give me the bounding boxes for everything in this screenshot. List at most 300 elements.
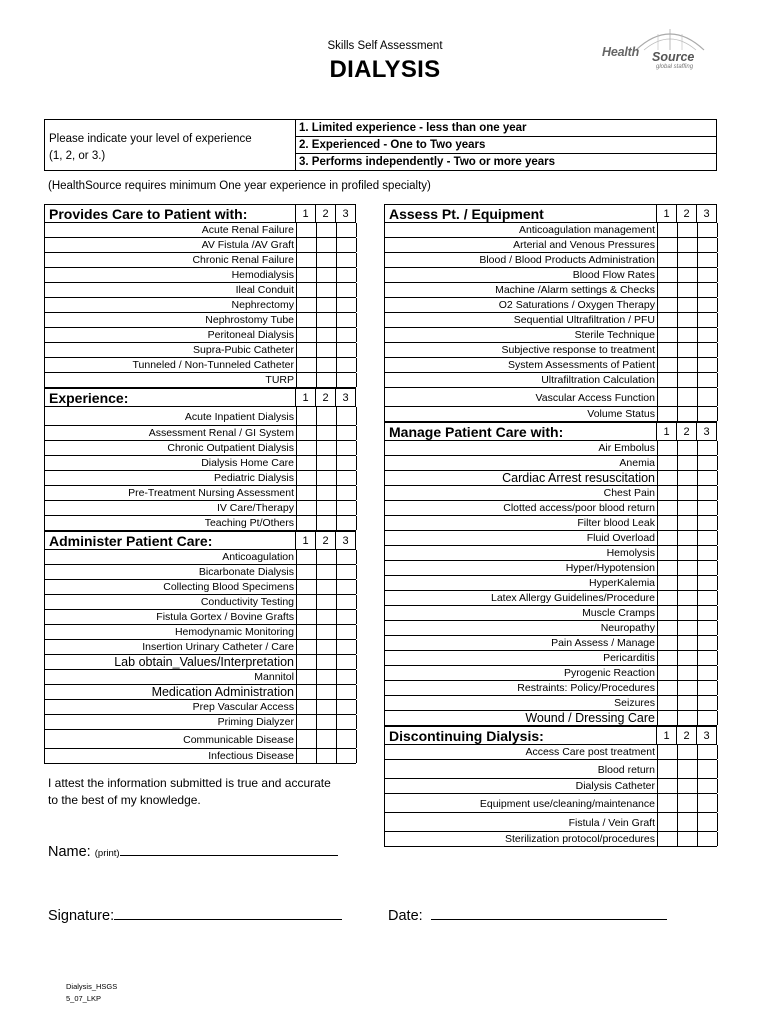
- level-1-checkbox[interactable]: [296, 313, 316, 327]
- skill-row: [384, 745, 717, 760]
- level-3-checkbox[interactable]: [697, 636, 717, 650]
- experience-prompt: [49, 131, 289, 165]
- level-1-checkbox[interactable]: [296, 298, 316, 312]
- level-3-checkbox[interactable]: [336, 625, 356, 639]
- row-right-border: [356, 486, 357, 500]
- footer-code: Dialysis_HSGS: [66, 982, 118, 991]
- skill-row: [44, 471, 356, 486]
- skill-label: Hemodynamic Monitoring: [174, 626, 294, 638]
- level-3-checkbox[interactable]: [336, 238, 356, 252]
- level-3-checkbox[interactable]: [697, 760, 717, 778]
- level-3-checkbox[interactable]: [336, 407, 356, 425]
- level-3-checkbox[interactable]: [336, 426, 356, 440]
- level-2-checkbox[interactable]: [677, 456, 697, 470]
- row-right-border: [356, 268, 357, 282]
- row-right-border: [717, 636, 718, 650]
- skill-row: [44, 640, 356, 655]
- level-1-checkbox[interactable]: [657, 621, 677, 635]
- level-1-checkbox[interactable]: [296, 550, 316, 564]
- skill-row: [384, 223, 717, 238]
- level-3-checkbox[interactable]: [697, 486, 717, 500]
- level-3-checkbox[interactable]: [336, 343, 356, 357]
- level-2-checkbox[interactable]: [677, 531, 697, 545]
- level-2-checkbox[interactable]: [316, 655, 336, 669]
- skill-label: Hyper/Hypotension: [565, 562, 655, 574]
- level-1-checkbox[interactable]: [657, 651, 677, 665]
- level-3-checkbox[interactable]: [697, 456, 717, 470]
- date-input-line[interactable]: [431, 907, 667, 920]
- level-3-checkbox[interactable]: [697, 253, 717, 267]
- level-1-checkbox[interactable]: [296, 700, 316, 714]
- skill-label: Ileal Conduit: [235, 284, 294, 296]
- level-1-checkbox[interactable]: [296, 268, 316, 282]
- level-2-checkbox[interactable]: [316, 610, 336, 624]
- row-right-border: [717, 681, 718, 695]
- row-right-border: [356, 749, 357, 763]
- level-column-header: 2: [315, 532, 335, 549]
- skill-row: [384, 561, 717, 576]
- level-3-checkbox[interactable]: [697, 606, 717, 620]
- level-2-checkbox[interactable]: [316, 550, 336, 564]
- level-2-checkbox[interactable]: [677, 268, 697, 282]
- skill-label: Pericarditis: [603, 652, 655, 664]
- level-3-checkbox[interactable]: [697, 576, 717, 590]
- row-right-border: [356, 426, 357, 440]
- level-2-checkbox[interactable]: [677, 832, 697, 846]
- level-1-checkbox[interactable]: [657, 373, 677, 387]
- signature-input-line[interactable]: [114, 907, 342, 920]
- level-1-checkbox[interactable]: [657, 456, 677, 470]
- level-3-checkbox[interactable]: [336, 471, 356, 485]
- level-1-checkbox[interactable]: [296, 565, 316, 579]
- level-1-checkbox[interactable]: [657, 343, 677, 357]
- level-3-checkbox[interactable]: [336, 565, 356, 579]
- level-1-checkbox[interactable]: [296, 610, 316, 624]
- level-2-checkbox[interactable]: [316, 253, 336, 267]
- skill-label: Ultrafiltration Calculation: [541, 374, 655, 386]
- level-1-checkbox[interactable]: [657, 486, 677, 500]
- row-right-border: [356, 407, 357, 425]
- level-1-checkbox[interactable]: [296, 238, 316, 252]
- level-2-checkbox[interactable]: [316, 595, 336, 609]
- skill-label: Access Care post treatment: [525, 746, 655, 758]
- level-3-checkbox[interactable]: [336, 516, 356, 530]
- row-right-border: [356, 715, 357, 729]
- level-3-checkbox[interactable]: [336, 283, 356, 297]
- level-2-checkbox[interactable]: [316, 516, 336, 530]
- skill-label: AV Fistula /AV Graft: [201, 239, 294, 251]
- level-1-checkbox[interactable]: [296, 283, 316, 297]
- level-3-checkbox[interactable]: [697, 373, 717, 387]
- level-1-checkbox[interactable]: [657, 223, 677, 237]
- level-1-checkbox[interactable]: [657, 358, 677, 372]
- skill-label: Vascular Access Function: [535, 392, 655, 404]
- level-3-checkbox[interactable]: [697, 621, 717, 635]
- row-right-border: [717, 223, 718, 237]
- level-3-checkbox[interactable]: [336, 730, 356, 748]
- level-3-checkbox[interactable]: [697, 832, 717, 846]
- level-3-checkbox[interactable]: [336, 441, 356, 455]
- skill-row: [384, 486, 717, 501]
- level-3-checkbox[interactable]: [697, 666, 717, 680]
- level-2-checkbox[interactable]: [677, 283, 697, 297]
- level-3-checkbox[interactable]: [336, 223, 356, 237]
- skill-row: [384, 456, 717, 471]
- level-2-checkbox[interactable]: [677, 328, 697, 342]
- level-1-checkbox[interactable]: [657, 388, 677, 406]
- level-3-checkbox[interactable]: [336, 486, 356, 500]
- level-3-checkbox[interactable]: [697, 238, 717, 252]
- section-header-discontinuing-dialysis: [384, 726, 717, 745]
- row-right-border: [717, 576, 718, 590]
- level-2-checkbox[interactable]: [316, 283, 336, 297]
- level-3-checkbox[interactable]: [336, 640, 356, 654]
- section-header-provides-care-to-patient-with: [44, 204, 356, 223]
- date-field[interactable]: [388, 907, 667, 924]
- level-2-checkbox[interactable]: [677, 313, 697, 327]
- level-2-checkbox[interactable]: [677, 813, 697, 831]
- level-3-checkbox[interactable]: [697, 328, 717, 342]
- level-2-checkbox[interactable]: [677, 471, 697, 485]
- level-3-checkbox[interactable]: [336, 595, 356, 609]
- level-3-checkbox[interactable]: [697, 388, 717, 406]
- level-3-checkbox[interactable]: [336, 670, 356, 684]
- level-1-checkbox[interactable]: [657, 561, 677, 575]
- level-3-checkbox[interactable]: [336, 715, 356, 729]
- level-1-checkbox[interactable]: [657, 794, 677, 812]
- level-3-checkbox[interactable]: [697, 711, 717, 725]
- attestation-line1: I attest the information submitted is true and accurate: [48, 776, 331, 790]
- level-2-checkbox[interactable]: [677, 794, 697, 812]
- level-2-checkbox[interactable]: [677, 486, 697, 500]
- level-3-checkbox[interactable]: [697, 681, 717, 695]
- level-3-checkbox[interactable]: [336, 253, 356, 267]
- level-3-checkbox[interactable]: [697, 546, 717, 560]
- level-1-checkbox[interactable]: [657, 328, 677, 342]
- level-1-checkbox[interactable]: [296, 486, 316, 500]
- level-1-checkbox[interactable]: [657, 813, 677, 831]
- level-3-checkbox[interactable]: [336, 610, 356, 624]
- row-right-border: [356, 253, 357, 267]
- level-2-checkbox[interactable]: [677, 223, 697, 237]
- level-3-checkbox[interactable]: [336, 298, 356, 312]
- level-2-checkbox[interactable]: [316, 268, 336, 282]
- row-right-border: [717, 546, 718, 560]
- level-3-checkbox[interactable]: [697, 745, 717, 759]
- skill-label: Sterile Technique: [574, 329, 655, 341]
- row-right-border: [717, 471, 718, 485]
- level-2-checkbox[interactable]: [677, 651, 697, 665]
- level-1-checkbox[interactable]: [296, 253, 316, 267]
- level-3-checkbox[interactable]: [697, 813, 717, 831]
- level-1-checkbox[interactable]: [657, 407, 677, 421]
- skill-row: [44, 441, 356, 456]
- signature-field[interactable]: [48, 907, 342, 924]
- skill-label: Wound / Dressing Care: [525, 711, 655, 725]
- skill-label: Chest Pain: [603, 487, 655, 499]
- level-3-checkbox[interactable]: [697, 561, 717, 575]
- level-1-checkbox[interactable]: [296, 501, 316, 515]
- level-3-checkbox[interactable]: [336, 268, 356, 282]
- level-1-checkbox[interactable]: [296, 471, 316, 485]
- level-1-checkbox[interactable]: [657, 531, 677, 545]
- skill-label: Restraints: Policy/Procedures: [517, 682, 655, 694]
- level-2-checkbox[interactable]: [677, 298, 697, 312]
- level-3-checkbox[interactable]: [697, 696, 717, 710]
- row-right-border: [356, 471, 357, 485]
- level-3-checkbox[interactable]: [697, 358, 717, 372]
- level-2-checkbox[interactable]: [677, 388, 697, 406]
- level-1-checkbox[interactable]: [296, 670, 316, 684]
- level-2-checkbox[interactable]: [677, 501, 697, 515]
- level-3-checkbox[interactable]: [697, 591, 717, 605]
- level-2-checkbox[interactable]: [677, 546, 697, 560]
- level-2-checkbox[interactable]: [316, 426, 336, 440]
- level-3-checkbox[interactable]: [697, 313, 717, 327]
- level-1-checkbox[interactable]: [296, 655, 316, 669]
- skill-label: Anemia: [619, 457, 655, 469]
- level-2-checkbox[interactable]: [677, 238, 697, 252]
- row-right-border: [717, 666, 718, 680]
- level-1-checkbox[interactable]: [296, 595, 316, 609]
- section-header-assess-pt-equipment: [384, 204, 717, 223]
- level-1-checkbox[interactable]: [657, 283, 677, 297]
- skill-label: Machine /Alarm settings & Checks: [495, 284, 655, 296]
- skill-label: Infectious Disease: [208, 750, 294, 762]
- level-1-checkbox[interactable]: [296, 730, 316, 748]
- row-right-border: [717, 253, 718, 267]
- level-2-checkbox[interactable]: [677, 696, 697, 710]
- level-1-checkbox[interactable]: [657, 779, 677, 793]
- skill-row: [44, 373, 356, 388]
- level-2-checkbox[interactable]: [677, 343, 697, 357]
- level-1-checkbox[interactable]: [657, 576, 677, 590]
- skill-row: [44, 238, 356, 253]
- requirement-note: (HealthSource requires minimum One year experience in profiled specialty): [48, 180, 431, 192]
- row-right-border: [717, 561, 718, 575]
- level-1-checkbox[interactable]: [657, 832, 677, 846]
- skill-row: [44, 565, 356, 580]
- level-2-checkbox[interactable]: [677, 621, 697, 635]
- level-2-checkbox[interactable]: [316, 238, 336, 252]
- row-right-border: [356, 313, 357, 327]
- level-1-checkbox[interactable]: [657, 636, 677, 650]
- level-2-checkbox[interactable]: [316, 640, 336, 654]
- level-1-checkbox[interactable]: [296, 625, 316, 639]
- level-2-checkbox[interactable]: [677, 636, 697, 650]
- level-3-checkbox[interactable]: [336, 655, 356, 669]
- skill-label: Cardiac Arrest resuscitation: [502, 471, 655, 485]
- level-2-checkbox[interactable]: [316, 441, 336, 455]
- level-2-checkbox[interactable]: [677, 681, 697, 695]
- skill-row: [44, 298, 356, 313]
- row-right-border: [356, 580, 357, 594]
- skill-label: Hemodialysis: [231, 269, 294, 281]
- skill-label: Pediatric Dialysis: [214, 472, 294, 484]
- row-right-border: [717, 358, 718, 372]
- level-2-checkbox[interactable]: [677, 358, 697, 372]
- level-1-checkbox[interactable]: [657, 745, 677, 759]
- level-1-checkbox[interactable]: [296, 749, 316, 763]
- level-3-checkbox[interactable]: [336, 749, 356, 763]
- level-3-checkbox[interactable]: [336, 580, 356, 594]
- level-3-checkbox[interactable]: [697, 298, 717, 312]
- level-2-checkbox[interactable]: [316, 730, 336, 748]
- level-1-checkbox[interactable]: [657, 546, 677, 560]
- level-1-checkbox[interactable]: [296, 441, 316, 455]
- level-2-checkbox[interactable]: [316, 685, 336, 699]
- skill-row: [384, 268, 717, 283]
- level-3-checkbox[interactable]: [697, 283, 717, 297]
- level-1-checkbox[interactable]: [657, 666, 677, 680]
- level-3-checkbox[interactable]: [336, 700, 356, 714]
- level-2-checkbox[interactable]: [316, 580, 336, 594]
- level-1-checkbox[interactable]: [296, 328, 316, 342]
- level-1-checkbox[interactable]: [657, 696, 677, 710]
- row-right-border: [356, 685, 357, 699]
- level-3-checkbox[interactable]: [336, 501, 356, 515]
- level-1-checkbox[interactable]: [657, 441, 677, 455]
- name-input-line[interactable]: [120, 843, 338, 856]
- skill-row: [384, 813, 717, 832]
- level-1-checkbox[interactable]: [296, 373, 316, 387]
- skill-label: Hemolysis: [606, 547, 655, 559]
- level-2-checkbox[interactable]: [677, 407, 697, 421]
- level-3-checkbox[interactable]: [336, 328, 356, 342]
- level-2-checkbox[interactable]: [316, 625, 336, 639]
- skill-label: Seizures: [614, 697, 655, 709]
- level-1-checkbox[interactable]: [657, 591, 677, 605]
- level-2-checkbox[interactable]: [677, 760, 697, 778]
- level-1-checkbox[interactable]: [657, 516, 677, 530]
- level-2-checkbox[interactable]: [316, 343, 336, 357]
- level-2-checkbox[interactable]: [316, 313, 336, 327]
- level-3-checkbox[interactable]: [697, 471, 717, 485]
- level-1-checkbox[interactable]: [657, 268, 677, 282]
- level-3-checkbox[interactable]: [697, 223, 717, 237]
- skill-label: Chronic Outpatient Dialysis: [167, 442, 294, 454]
- level-1-checkbox[interactable]: [296, 685, 316, 699]
- level-2-checkbox[interactable]: [316, 749, 336, 763]
- level-2-checkbox[interactable]: [316, 298, 336, 312]
- level-2-checkbox[interactable]: [316, 223, 336, 237]
- level-2-checkbox[interactable]: [677, 745, 697, 759]
- level-3-checkbox[interactable]: [336, 456, 356, 470]
- level-3-checkbox[interactable]: [697, 531, 717, 545]
- level-3-checkbox[interactable]: [697, 441, 717, 455]
- level-1-checkbox[interactable]: [296, 456, 316, 470]
- skill-label: Conductivity Testing: [200, 596, 294, 608]
- level-1-checkbox[interactable]: [657, 606, 677, 620]
- level-3-checkbox[interactable]: [336, 313, 356, 327]
- level-2-checkbox[interactable]: [316, 486, 336, 500]
- level-2-checkbox[interactable]: [677, 373, 697, 387]
- level-2-checkbox[interactable]: [316, 700, 336, 714]
- level-3-checkbox[interactable]: [336, 373, 356, 387]
- skill-label: Fistula / Vein Graft: [568, 817, 655, 829]
- level-1-checkbox[interactable]: [296, 343, 316, 357]
- level-2-checkbox[interactable]: [677, 441, 697, 455]
- level-1-checkbox[interactable]: [296, 580, 316, 594]
- level-2-checkbox[interactable]: [316, 501, 336, 515]
- level-1-checkbox[interactable]: [296, 426, 316, 440]
- level-1-checkbox[interactable]: [296, 223, 316, 237]
- level-1-checkbox[interactable]: [296, 358, 316, 372]
- section-title: Administer Patient Care:: [49, 533, 213, 549]
- level-2-checkbox[interactable]: [316, 328, 336, 342]
- level-1-checkbox[interactable]: [657, 298, 677, 312]
- level-3-checkbox[interactable]: [336, 550, 356, 564]
- level-1-checkbox[interactable]: [296, 407, 316, 425]
- level-2-checkbox[interactable]: [316, 565, 336, 579]
- level-2-checkbox[interactable]: [316, 456, 336, 470]
- level-2-checkbox[interactable]: [316, 358, 336, 372]
- level-1-checkbox[interactable]: [296, 516, 316, 530]
- level-2-checkbox[interactable]: [677, 779, 697, 793]
- level-3-checkbox[interactable]: [697, 343, 717, 357]
- level-3-checkbox[interactable]: [697, 407, 717, 421]
- level-1-checkbox[interactable]: [657, 471, 677, 485]
- skill-row: [44, 610, 356, 625]
- level-1-checkbox[interactable]: [657, 681, 677, 695]
- level-3-checkbox[interactable]: [336, 685, 356, 699]
- level-column-header: 1: [656, 205, 676, 222]
- level-3-checkbox[interactable]: [697, 501, 717, 515]
- level-1-checkbox[interactable]: [657, 238, 677, 252]
- level-1-checkbox[interactable]: [657, 253, 677, 267]
- level-2-checkbox[interactable]: [677, 253, 697, 267]
- skill-row: [384, 298, 717, 313]
- skill-row: [384, 253, 717, 268]
- level-2-checkbox[interactable]: [677, 591, 697, 605]
- level-2-checkbox[interactable]: [316, 471, 336, 485]
- level-1-checkbox[interactable]: [657, 711, 677, 725]
- row-right-border: [717, 651, 718, 665]
- skill-row: [384, 681, 717, 696]
- level-1-checkbox[interactable]: [296, 715, 316, 729]
- level-2-checkbox[interactable]: [316, 407, 336, 425]
- row-right-border: [356, 441, 357, 455]
- level-3-checkbox[interactable]: [697, 779, 717, 793]
- level-2-checkbox[interactable]: [677, 516, 697, 530]
- level-3-checkbox[interactable]: [697, 651, 717, 665]
- level-1-checkbox[interactable]: [657, 760, 677, 778]
- level-2-checkbox[interactable]: [677, 606, 697, 620]
- level-1-checkbox[interactable]: [657, 313, 677, 327]
- skill-label: Blood return: [597, 764, 655, 776]
- level-2-checkbox[interactable]: [316, 373, 336, 387]
- level-2-checkbox[interactable]: [677, 576, 697, 590]
- level-2-checkbox[interactable]: [677, 711, 697, 725]
- section-title: Manage Patient Care with:: [389, 424, 564, 440]
- level-2-checkbox[interactable]: [316, 670, 336, 684]
- skill-label: Collecting Blood Specimens: [163, 581, 294, 593]
- level-2: 2. Experienced - One to Two years: [296, 137, 716, 154]
- level-3-checkbox[interactable]: [697, 516, 717, 530]
- skill-label: Muscle Cramps: [582, 607, 655, 619]
- level-2-checkbox[interactable]: [677, 666, 697, 680]
- row-right-border: [356, 283, 357, 297]
- level-3-checkbox[interactable]: [697, 794, 717, 812]
- level-1-checkbox[interactable]: [296, 640, 316, 654]
- level-2-checkbox[interactable]: [316, 715, 336, 729]
- name-field[interactable]: [48, 843, 338, 860]
- level-2-checkbox[interactable]: [677, 561, 697, 575]
- level-3-checkbox[interactable]: [336, 358, 356, 372]
- skill-label: Bicarbonate Dialysis: [198, 566, 294, 578]
- level-3-checkbox[interactable]: [697, 268, 717, 282]
- level-1-checkbox[interactable]: [657, 501, 677, 515]
